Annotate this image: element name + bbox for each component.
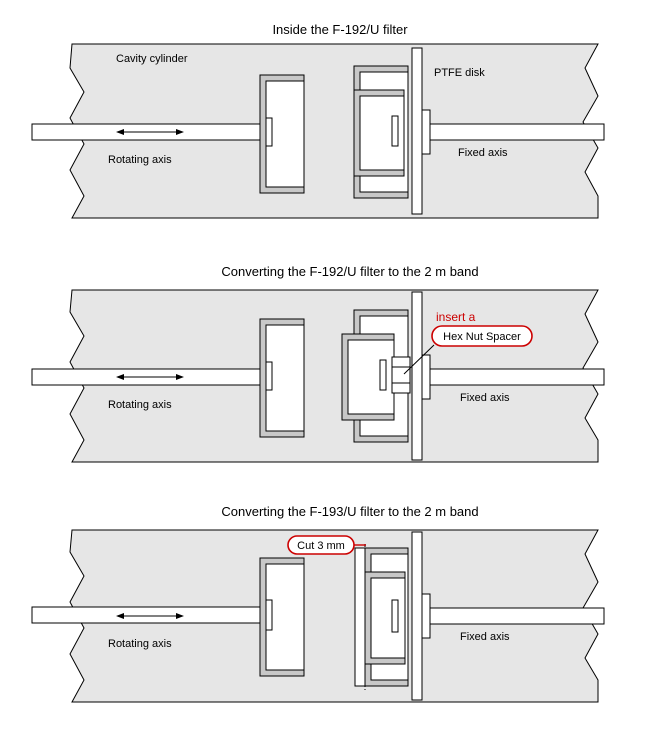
fixed-axis-label-2: Fixed axis: [460, 392, 510, 404]
panel-2: [32, 264, 604, 462]
panel-2-title: Converting the F-192/U filter to the 2 m band: [221, 264, 479, 279]
hex-nut-callout-text: Hex Nut Spacer: [443, 331, 521, 343]
fixed-hub-1: [392, 116, 398, 146]
panel-3: [32, 504, 604, 702]
cavity-cylinder-label: Cavity cylinder: [116, 53, 188, 65]
fixed-hub-3: [392, 600, 398, 632]
fixed-axis-label-1: Fixed axis: [458, 147, 508, 159]
rotating-axis-label-3: Rotating axis: [108, 638, 172, 650]
nut-2: [422, 355, 430, 399]
ptfe-disk-2: [412, 292, 422, 460]
panel-1-title: Inside the F-192/U filter: [272, 22, 408, 37]
cut-section: [355, 548, 365, 686]
fixed-axis-3: [430, 608, 604, 624]
insert-label: insert a: [436, 310, 476, 324]
ptfe-disk-1: [412, 48, 422, 214]
cut-callout-text: Cut 3 mm: [297, 540, 345, 552]
rotating-hub-2: [266, 362, 272, 390]
rotating-hub-3: [266, 600, 272, 630]
rotating-axis-label-1: Rotating axis: [108, 154, 172, 166]
rotating-hub-1: [266, 118, 272, 146]
rotating-axis-label-2: Rotating axis: [108, 399, 172, 411]
ptfe-disk-3: [412, 532, 422, 700]
rotating-axis-3: [32, 607, 264, 623]
panel-1: [32, 22, 604, 218]
inner-cup-inner-2: [348, 340, 394, 414]
nut-3: [422, 594, 430, 638]
nut-1: [422, 110, 430, 154]
fixed-hub-2: [380, 360, 386, 390]
inner-cup-inner-3: [371, 578, 405, 658]
fixed-axis-1: [430, 124, 604, 140]
ptfe-disk-label: PTFE disk: [434, 67, 485, 79]
fixed-axis-label-3: Fixed axis: [460, 631, 510, 643]
hex-nut-spacer: [392, 357, 410, 393]
fixed-axis-2: [430, 369, 604, 385]
panel-3-title: Converting the F-193/U filter to the 2 m band: [221, 504, 479, 519]
